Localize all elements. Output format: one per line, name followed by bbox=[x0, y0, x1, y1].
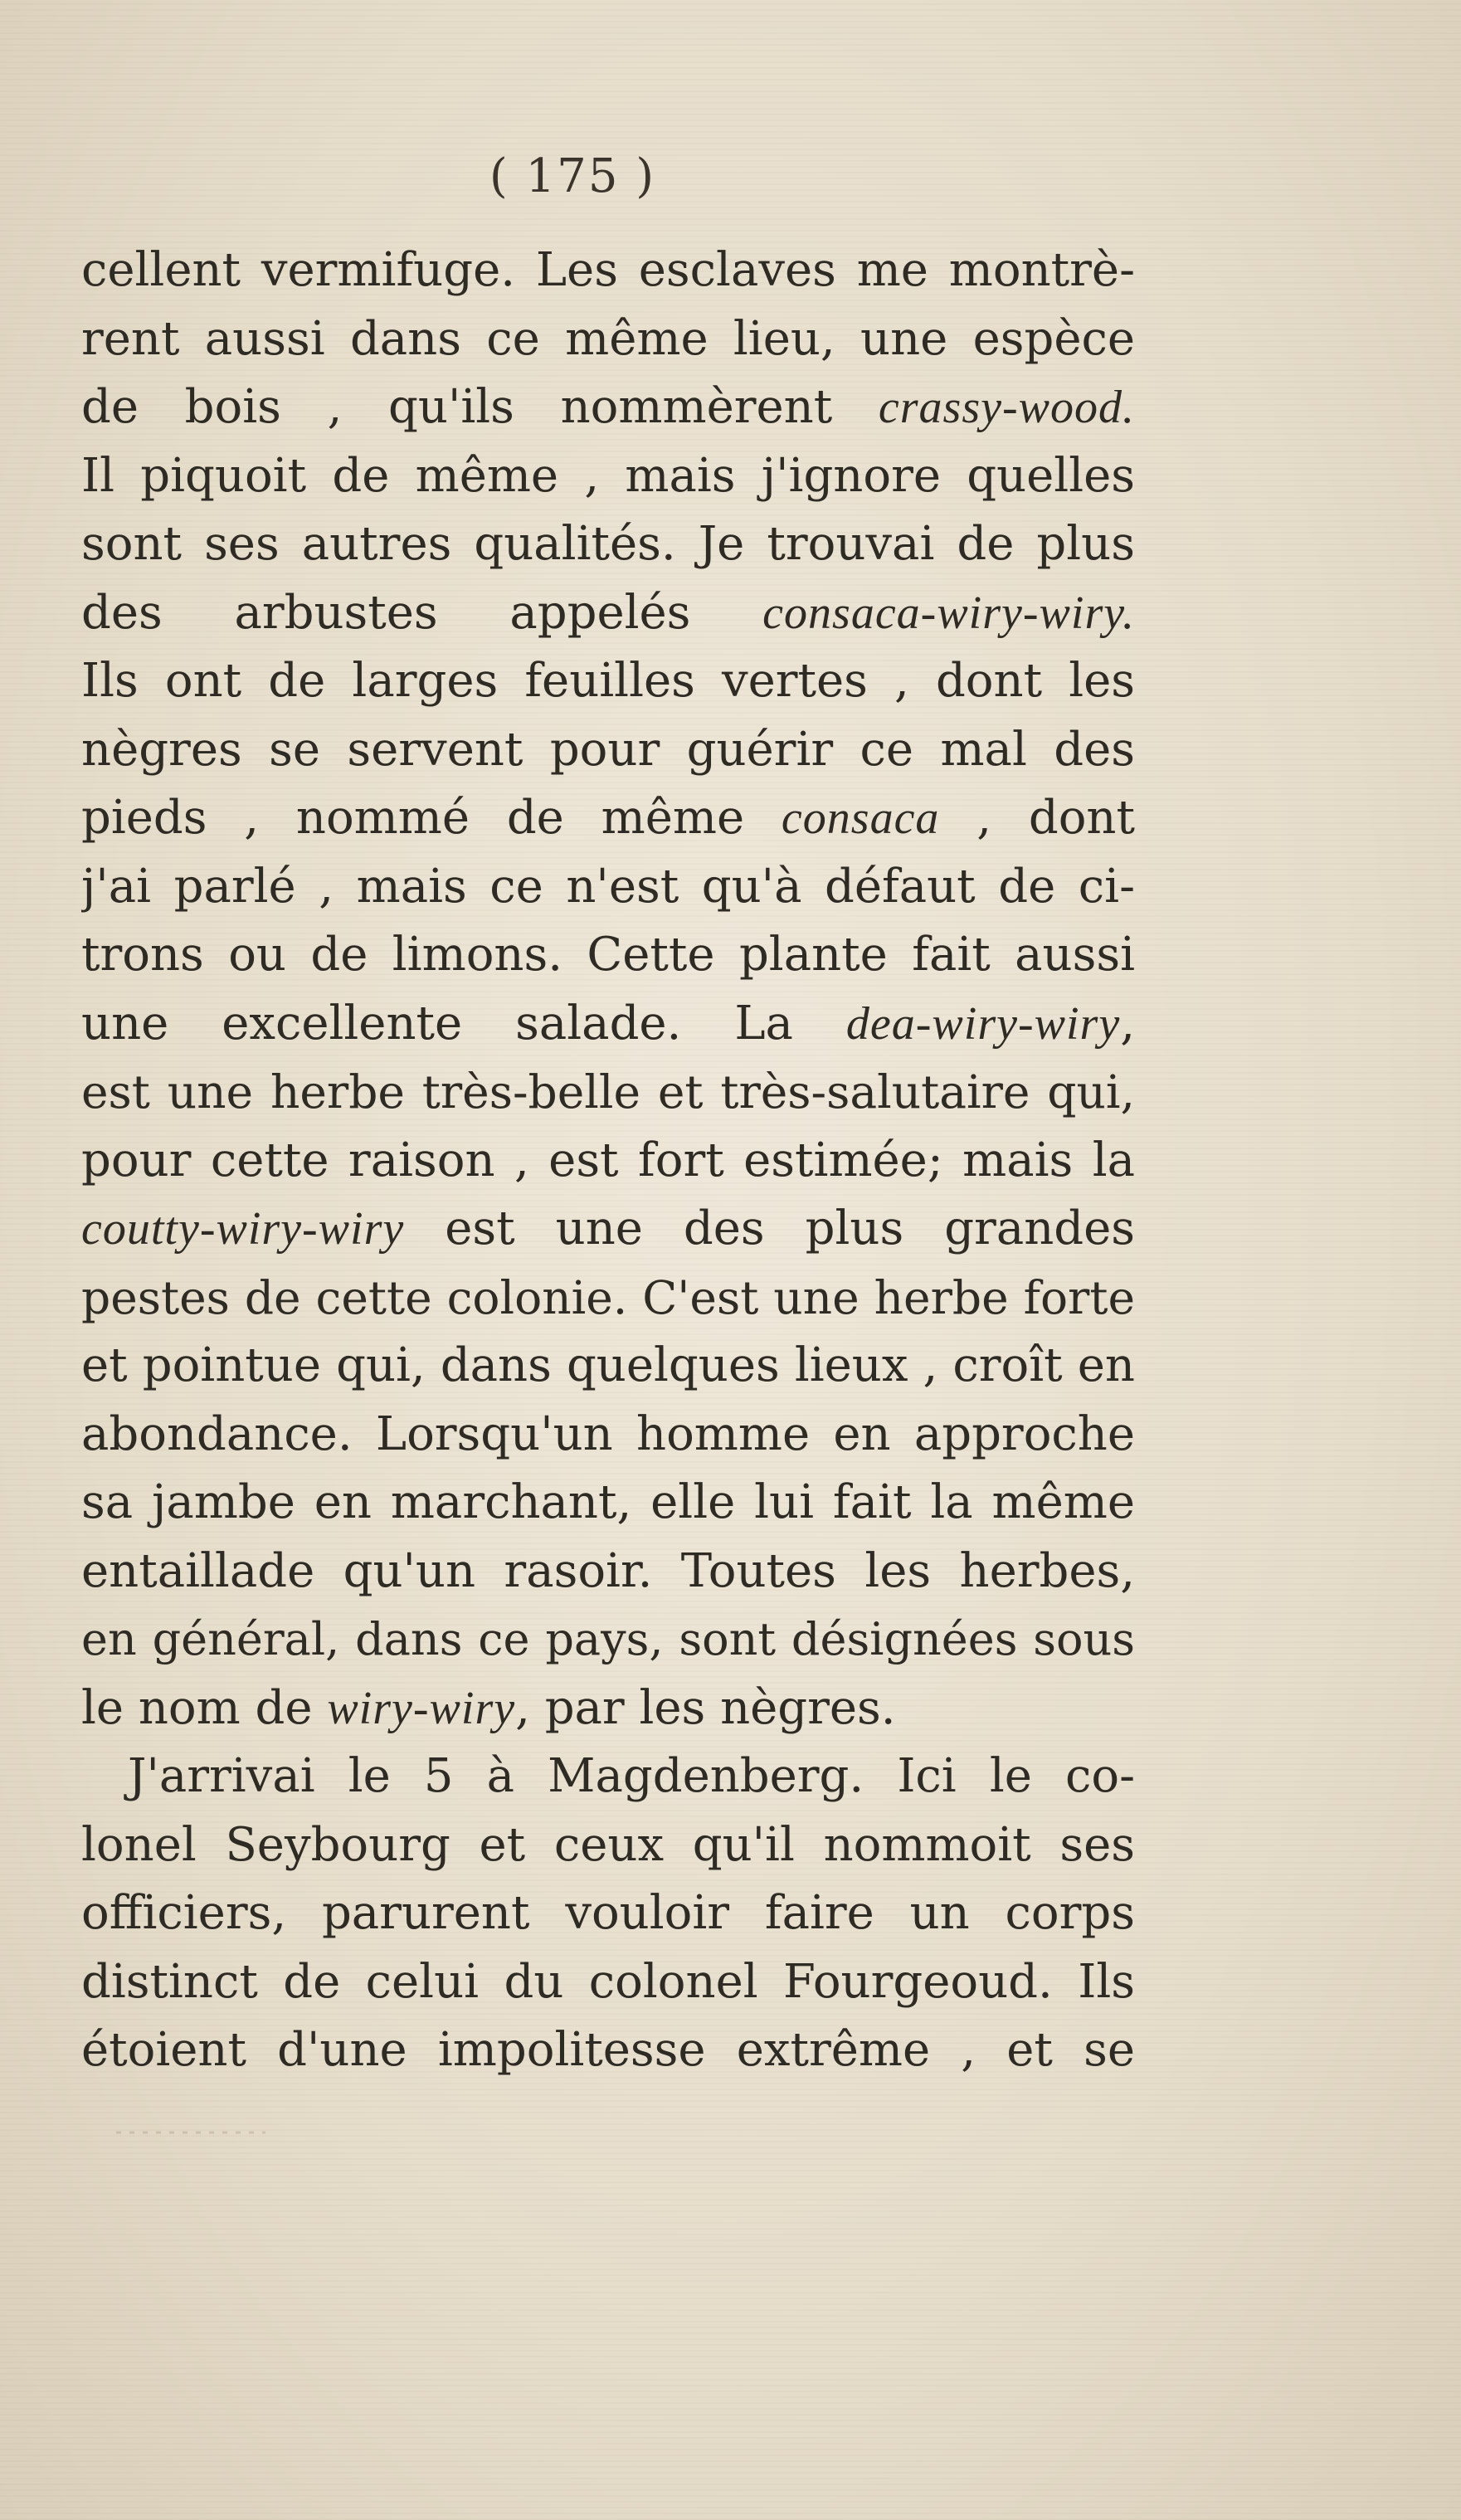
text-run: des arbustes appelés bbox=[81, 585, 763, 640]
text-run: le nom de bbox=[81, 1680, 328, 1735]
text-line bbox=[81, 921, 1135, 990]
text-line bbox=[81, 647, 1135, 716]
text-line bbox=[81, 784, 1135, 853]
text-run: j'ai parlé , mais ce n'est qu'à défaut de ci- bbox=[81, 859, 1135, 914]
text-line bbox=[81, 236, 1135, 305]
page-number: ( 175 ) bbox=[489, 149, 656, 203]
text-line bbox=[81, 2016, 1135, 2085]
text-run: pestes de cette colonie. C'est une herbe forte bbox=[81, 1270, 1135, 1324]
text-line bbox=[81, 1538, 1135, 1606]
text-run: officiers, parurent vouloir faire un corps bbox=[81, 1886, 1135, 1940]
text-run: sont ses autres qualités. Je trouvai de plus bbox=[81, 517, 1135, 571]
italic-term: coutty-wiry-wiry bbox=[81, 1203, 405, 1255]
text-line bbox=[81, 1332, 1135, 1401]
text-run: , dont bbox=[939, 791, 1135, 845]
text-line bbox=[81, 1469, 1135, 1538]
text-line bbox=[81, 1879, 1135, 1948]
text-run: une excellente salade. La bbox=[81, 996, 846, 1050]
text-line bbox=[81, 1674, 1135, 1743]
italic-term: wiry-wiry bbox=[327, 1682, 516, 1734]
text-run: , bbox=[1120, 996, 1135, 1050]
text-line bbox=[81, 510, 1135, 579]
text-line bbox=[81, 1743, 1135, 1811]
text-line bbox=[81, 990, 1135, 1059]
text-run: abondance. Lorsqu'un homme en approche bbox=[81, 1406, 1135, 1461]
italic-term: consaca bbox=[781, 792, 940, 844]
text-run: Ils ont de larges feuilles vertes , dont les bbox=[81, 654, 1135, 708]
text-line bbox=[81, 716, 1135, 785]
text-run: J'arrivai le 5 à Magdenberg. Ici le co- bbox=[128, 1749, 1135, 1803]
text-run: est une herbe très-belle et très-salutaire qui, bbox=[81, 1065, 1135, 1119]
text-line bbox=[81, 579, 1135, 648]
text-run: de bois , qu'ils nommèrent bbox=[81, 380, 879, 434]
italic-term: consaca-wiry-wiry. bbox=[762, 587, 1135, 639]
text-line bbox=[81, 442, 1135, 511]
text-line bbox=[81, 1058, 1135, 1127]
text-run: Il piquoit de même , mais j'ignore quelles bbox=[81, 448, 1135, 503]
text-line bbox=[81, 853, 1135, 922]
text-line bbox=[81, 1195, 1135, 1264]
text-line bbox=[81, 1264, 1135, 1333]
text-run: entaillade qu'un rasoir. Toutes les herbes, bbox=[81, 1543, 1135, 1598]
text-line bbox=[81, 1401, 1135, 1470]
text-run: nègres se servent pour guérir ce mal des bbox=[81, 722, 1135, 777]
text-line bbox=[81, 1948, 1135, 2017]
text-run: étoient d'une impolitesse extrême , et se bbox=[81, 2023, 1135, 2077]
text-run: lonel Seybourg et ceux qu'il nommoit ses bbox=[81, 1817, 1135, 1872]
text-run: trons ou de limons. Cette plante fait aussi bbox=[81, 928, 1135, 982]
text-run: pour cette raison , est fort estimée; mais la bbox=[81, 1133, 1135, 1187]
text-line bbox=[81, 1606, 1135, 1674]
text-run: et pointue qui, dans quelques lieux , croît en bbox=[81, 1338, 1135, 1392]
text-line bbox=[81, 1127, 1135, 1196]
text-run: en général, dans ce pays, sont désignées sous bbox=[81, 1613, 1135, 1665]
page-smudge-mark bbox=[116, 2120, 448, 2145]
text-run: est une des plus grandes bbox=[404, 1202, 1135, 1255]
body-text bbox=[81, 236, 1135, 2085]
text-run: pieds , nommé de même bbox=[81, 791, 782, 845]
italic-term: crassy-wood. bbox=[878, 382, 1135, 433]
text-run: cellent vermifuge. Les esclaves me montrè- bbox=[81, 243, 1135, 297]
text-line bbox=[81, 1811, 1135, 1880]
text-run: rent aussi dans ce même lieu, une espèce bbox=[81, 311, 1135, 366]
text-line bbox=[81, 305, 1135, 374]
text-run: , par les nègres. bbox=[515, 1680, 896, 1735]
text-run: sa jambe en marchant, elle lui fait la même bbox=[81, 1475, 1135, 1529]
text-line bbox=[81, 373, 1135, 442]
italic-term: dea-wiry-wiry bbox=[845, 997, 1121, 1050]
text-run: distinct de celui du colonel Fourgeoud. Ils bbox=[81, 1954, 1135, 2009]
